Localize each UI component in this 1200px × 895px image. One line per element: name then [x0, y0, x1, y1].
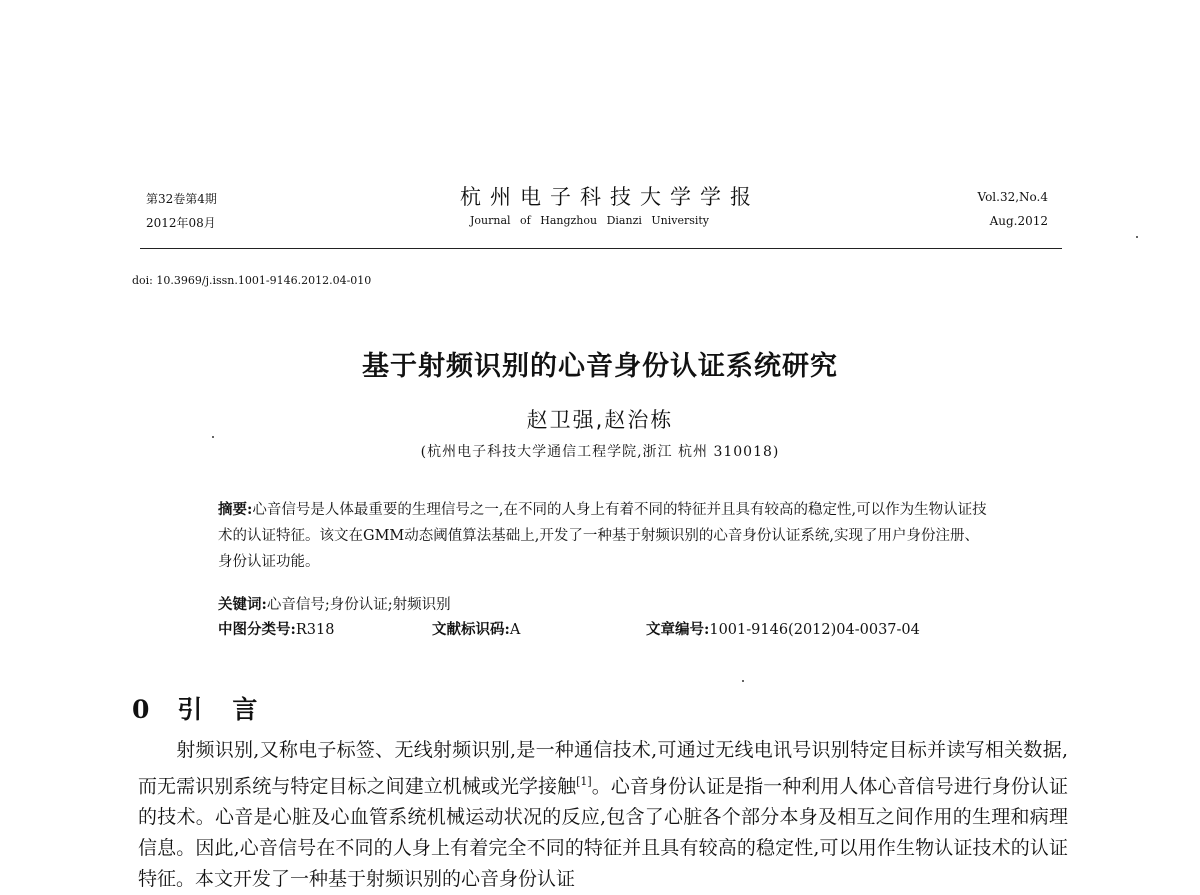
article-number — [646, 618, 920, 639]
date-en: Aug.2012 — [989, 214, 1048, 228]
journal-title-cn: 杭州电子科技大学学报 — [460, 185, 760, 209]
abstract-text: 心音信号是人体最重要的生理信号之一,在不同的人身上有着不同的特征并且具有较高的稳定性,可以作为生物认证技术的认证特征。该文在GMM动态阈值算法基础上,开发了一种基于射频识别的心音身份认证系统,实现了用户身份注册、身份认证功能。 — [218, 502, 987, 570]
body-text-part2: 。心音身份认证是指一种利用人体心音信号进行身份认证的技术。心音是心脏及心血管系统机械运动状况的反应,包含了心脏各个部分本身及相互之间作用的生理和病理信息。因此,心音信号在不同的人身上有着完全不同的特征并且具有较高的稳定性,可以用作生物认证技术的认证特征。本文开发了一种基于射频识别的心音身份认证 — [138, 775, 1068, 891]
article-label: 文章编号: — [646, 621, 710, 638]
body-text-part1: 射频识别,又称电子标签、无线射频识别,是一种通信技术,可通过无线电讯号识别特定目标并读写相关数据,而无需识别系统与特定目标之间建立机械或光学接触 — [138, 739, 1068, 798]
doc-value: A — [509, 622, 521, 638]
affiliation: (杭州电子科技大学通信工程学院,浙江 杭州 310018) — [420, 444, 780, 460]
abstract-label: 摘要: — [218, 501, 253, 518]
paper-title: 基于射频识别的心音身份认证系统研究 — [362, 351, 838, 382]
keywords — [218, 593, 451, 614]
date-cn: 2012年08月 — [146, 216, 216, 230]
section-title: 引言 — [177, 695, 288, 724]
volume-issue-en: Vol.32,No.4 — [977, 190, 1048, 204]
clc-value: R318 — [295, 622, 335, 638]
body-paragraph — [138, 735, 1068, 895]
doi: doi: 10.3969/j.issn.1001-9146.2012.04-010 — [132, 274, 372, 287]
keywords-label: 关键词: — [218, 596, 267, 613]
scan-speck — [212, 436, 214, 438]
section-heading — [132, 690, 287, 726]
journal-title-en: Journal of Hangzhou Dianzi University — [470, 214, 710, 227]
citation-ref: [1] — [576, 775, 592, 788]
classification-row — [218, 618, 998, 639]
section-number: 0 — [132, 695, 150, 724]
clc-number — [218, 618, 432, 639]
header-divider — [140, 248, 1062, 249]
keywords-text: 心音信号;身份认证;射频识别 — [266, 597, 451, 613]
scan-speck — [1136, 236, 1138, 238]
authors: 赵卫强,赵治栋 — [526, 408, 674, 432]
doc-label: 文献标识码: — [432, 621, 510, 638]
article-value: 1001-9146(2012)04-0037-04 — [709, 622, 920, 638]
document-code — [432, 618, 646, 639]
abstract — [218, 497, 988, 575]
volume-issue-cn: 第32卷第4期 — [146, 192, 217, 206]
scan-speck — [742, 680, 744, 682]
clc-label: 中图分类号: — [218, 621, 296, 638]
